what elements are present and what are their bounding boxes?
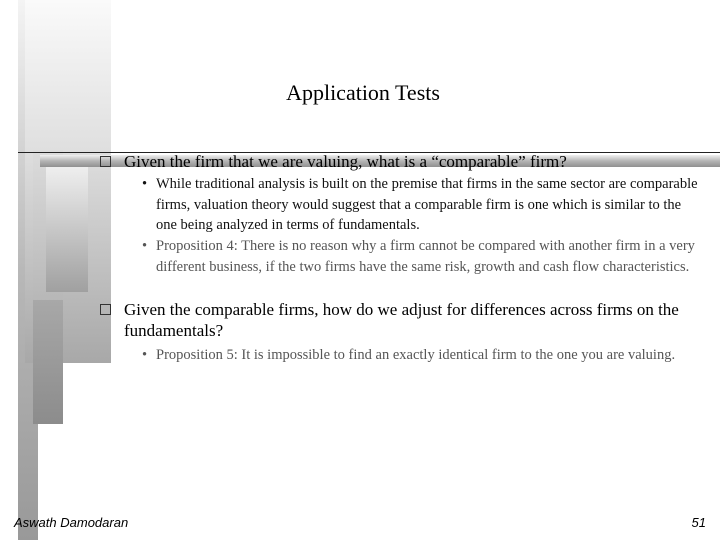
dot-bullet-icon: • [142,238,148,254]
dot-bullet-icon: • [142,347,148,363]
footer-author: Aswath Damodaran [14,515,129,530]
slide-title: Application Tests [286,80,440,105]
bullet-1 [124,151,704,172]
sub-bullet [142,174,701,236]
page-number: 51 [691,515,706,530]
decorative-bar [33,300,63,424]
bullet-text: Given the comparable firms, how do we adjust for differences across firms on the fundamentals? [124,300,679,340]
sub-bullet-text: Proposition 5: It is impossible to find an exactly identical firm to the one you are valuing. [156,347,676,363]
sub-bullet [142,236,701,277]
bullet-text: Given the firm that we are valuing, what is a “comparable” firm? [124,152,567,171]
bullet-2 [124,299,704,341]
sub-bullet-text: Proposition 4: There is no reason why a firm cannot be compared with another firm in a very different business, if the two firms have the same risk, growth and cash flow characteristics. [156,238,695,275]
decorative-bar [46,165,88,292]
sub-bullet-text: While traditional analysis is built on the premise that firms in the same sector are comparable firms, valuation theory would suggest that a comparable firm is one which is similar to the one being analyzed in terms of fundamentals. [156,176,698,233]
square-bullet-icon [100,156,111,167]
dot-bullet-icon: • [142,176,148,192]
square-bullet-icon [100,304,111,315]
sub-bullet [142,345,701,366]
